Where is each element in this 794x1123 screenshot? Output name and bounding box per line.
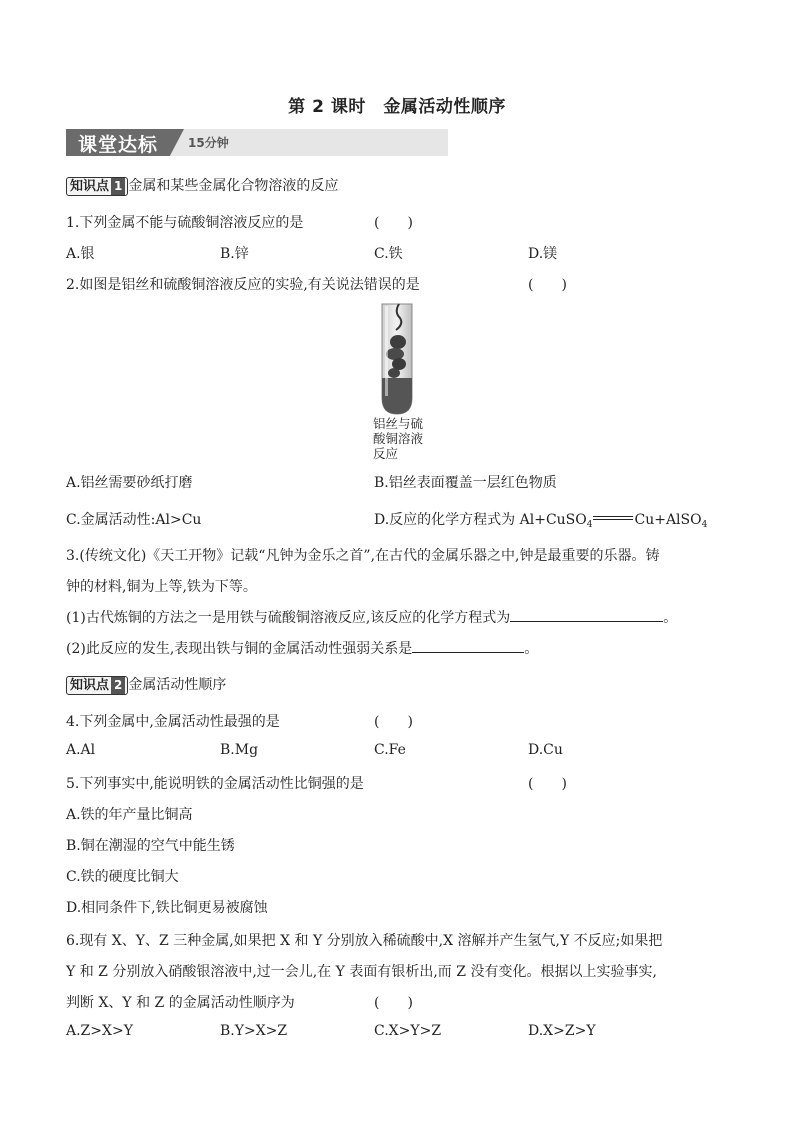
option-a: A.Al <box>66 742 96 758</box>
option-d: D.镁 <box>528 246 558 262</box>
answer-parenthesis: ( ) <box>528 277 567 293</box>
option-c: C.X>Y>Z <box>374 1023 442 1039</box>
figure-caption: 铝丝与硫酸铜溶液反应 <box>373 416 424 461</box>
option-b: B.锌 <box>220 246 249 262</box>
knowledge-point-tag: 知识点 2 <box>66 676 128 695</box>
question-3-sub-2: (2)此反应的发生,表现出铁与铜的金属活动性强弱关系是 。 <box>66 641 539 657</box>
option-b: B.Y>X>Z <box>220 1023 288 1039</box>
option-d: D.X>Z>Y <box>528 1023 596 1039</box>
option-d: D.相同条件下,铁比铜更易被腐蚀 <box>66 900 268 916</box>
option-d: D.反应的化学方程式为 Al+CuSO$_4$ Cu+AlSO$_4$ <box>374 512 708 530</box>
question-6-line-3: 判断 X、Y 和 Z 的金属活动性顺序为 <box>66 995 295 1011</box>
question-3-sub-1: (1)古代炼铜的方法之一是用铁与硫酸铜溶液反应,该反应的化学方程式为 。 <box>66 610 678 626</box>
banner-label: 课堂达标 <box>78 134 159 156</box>
question-6-line-1: 6.现有 X、Y、Z 三种金属,如果把 X 和 Y 分别放入稀硫酸中,X 溶解并产生氢气,Y 不反应;如果把 <box>66 933 663 949</box>
question-2-text: 2.如图是铝丝和硫酸铜溶液反应的实验,有关说法错误的是 <box>66 277 420 293</box>
option-d: D.Cu <box>528 742 563 758</box>
question-6-line-2: Y 和 Z 分别放入硝酸银溶液中,过一会儿,在 Y 表面有银析出,而 Z 没有变化。根据以上实验事实, <box>66 964 657 980</box>
option-a: A.银 <box>66 246 95 262</box>
knowledge-point-title: 金属活动性顺序 <box>128 677 227 693</box>
option-a: A.铝丝需要砂纸打磨 <box>66 475 193 491</box>
option-c: C.铁的硬度比铜大 <box>66 869 179 885</box>
knowledge-point-2 <box>66 674 226 695</box>
knowledge-point-1 <box>66 175 338 196</box>
question-5-text: 5.下列事实中,能说明铁的金属活动性比铜强的是 <box>66 776 364 792</box>
question-4-text: 4.下列金属中,金属活动性最强的是 <box>66 714 280 730</box>
answer-blank[interactable] <box>412 640 524 653</box>
knowledge-point-title: 金属和某些金属化合物溶液的反应 <box>128 178 339 194</box>
option-a: A.铁的年产量比铜高 <box>66 807 193 823</box>
option-b: B.铜在潮湿的空气中能生锈 <box>66 838 235 854</box>
option-b: B.铝丝表面覆盖一层红色物质 <box>374 475 557 491</box>
question-3-line-1: 3.(传统文化)《天工开物》记载“凡钟为金乐之首”,在古代的金属乐器之中,钟是最重要的乐器。铸 <box>66 548 660 564</box>
option-c: C.Fe <box>374 742 406 758</box>
equals-sign-icon <box>593 516 633 520</box>
answer-blank[interactable] <box>510 609 663 622</box>
option-a: A.Z>X>Y <box>66 1023 133 1039</box>
question-1 <box>66 212 303 232</box>
knowledge-point-tag: 知识点 1 <box>66 177 128 196</box>
answer-parenthesis: ( ) <box>528 776 567 792</box>
question-text: 1.下列金属不能与硫酸铜溶液反应的是 <box>66 215 304 231</box>
question-3-line-2: 钟的材料,铜为上等,铁为下等。 <box>66 579 257 595</box>
answer-parenthesis: ( ) <box>374 215 413 231</box>
test-tube-icon <box>366 302 426 417</box>
banner-time: 15分钟 <box>188 136 229 150</box>
option-c: C.金属活动性:Al>Cu <box>66 512 202 528</box>
option-b: B.Mg <box>220 742 259 758</box>
option-c: C.铁 <box>374 246 403 262</box>
section-banner <box>66 129 448 156</box>
answer-parenthesis: ( ) <box>374 995 413 1011</box>
answer-parenthesis: ( ) <box>374 714 413 730</box>
page-title: 第 2 课时 金属活动性顺序 <box>288 97 506 117</box>
